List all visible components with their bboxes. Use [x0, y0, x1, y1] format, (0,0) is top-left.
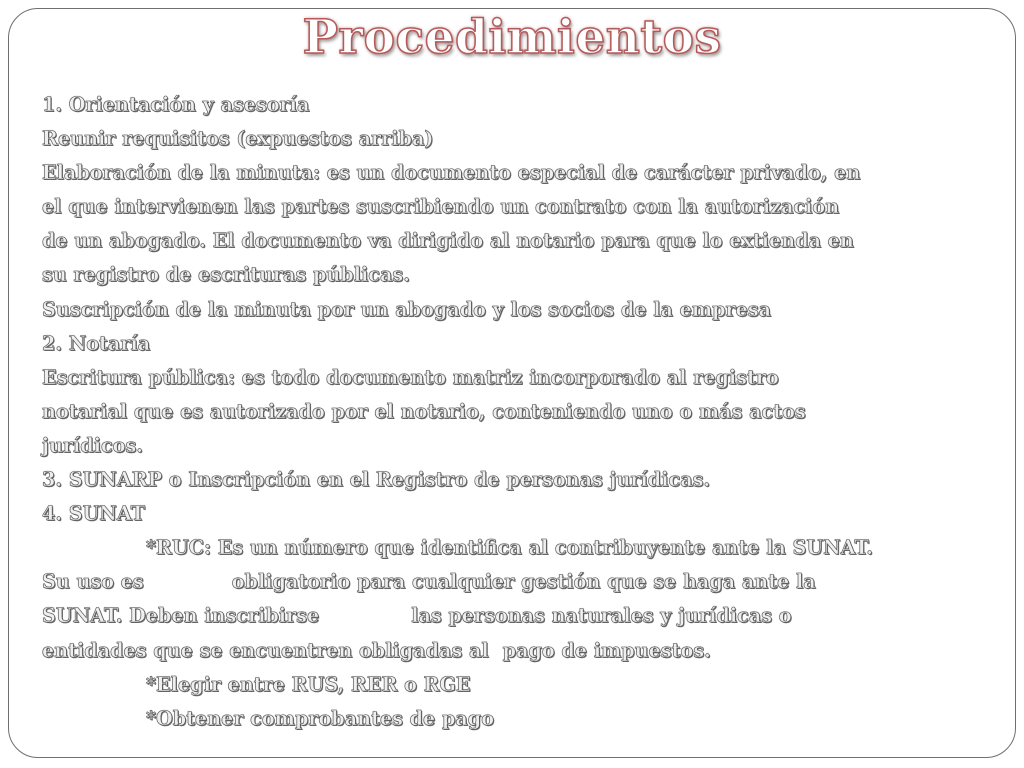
- ruc-line: *RUC: Es un número que identifica al contribuyente ante la SUNAT.: [146, 536, 873, 560]
- requirements-line: Reunir requisitos (expuestos arriba): [42, 127, 434, 151]
- ruc-usage-1b: obligatorio para cualquier gestión que se haga ante la: [231, 570, 816, 594]
- slide-body: [42, 88, 972, 736]
- ruc-usage-3b: pago de impuestos.: [502, 638, 711, 662]
- ruc-usage-line-2: [42, 599, 972, 633]
- ruc-usage-2a: SUNAT. Deben inscribirse: [42, 604, 320, 628]
- step-4-heading: 4. SUNAT: [42, 502, 145, 526]
- ruc-usage-3a: entidades que se encuentren obligadas al: [42, 638, 489, 662]
- step-3-heading: 3. SUNARP o Inscripción en el Registro de personas jurídicas.: [42, 468, 711, 492]
- minuta-line-1: Elaboración de la minuta: es un documento especial de carácter privado, en: [42, 161, 861, 185]
- step-1-heading: 1. Orientación y asesoría: [42, 93, 310, 116]
- escritura-line-1: Escritura pública: es todo documento matriz incorporado al registro: [42, 365, 779, 389]
- ruc-usage-line-1: [42, 565, 972, 599]
- slide-title: Procedimientos: [302, 10, 722, 65]
- step-2-heading: 2. Notaría: [42, 331, 151, 355]
- escritura-line-2: notarial que es autorizado por el notario, conteniendo uno o más actos: [42, 399, 806, 423]
- ruc-usage-line-3: [42, 634, 972, 668]
- regimen-line: *Elegir entre RUS, RER o RGE: [146, 672, 471, 696]
- comprobantes-line: *Obtener comprobantes de pago: [146, 706, 495, 730]
- minuta-line-3: de un abogado. El documento va dirigido al notario para que lo extienda en: [42, 229, 854, 253]
- ruc-usage-2b: las personas naturales y jurídicas o: [411, 604, 792, 628]
- suscripcion-line: Suscripción de la minuta por un abogado y los socios de la empresa: [42, 297, 772, 321]
- escritura-line-3: jurídicos.: [42, 433, 143, 457]
- ruc-usage-1a: Su uso es: [42, 570, 144, 594]
- minuta-line-2: el que intervienen las partes suscribiendo un contrato con la autorización: [42, 195, 840, 219]
- minuta-line-4: su registro de escrituras públicas.: [42, 263, 410, 287]
